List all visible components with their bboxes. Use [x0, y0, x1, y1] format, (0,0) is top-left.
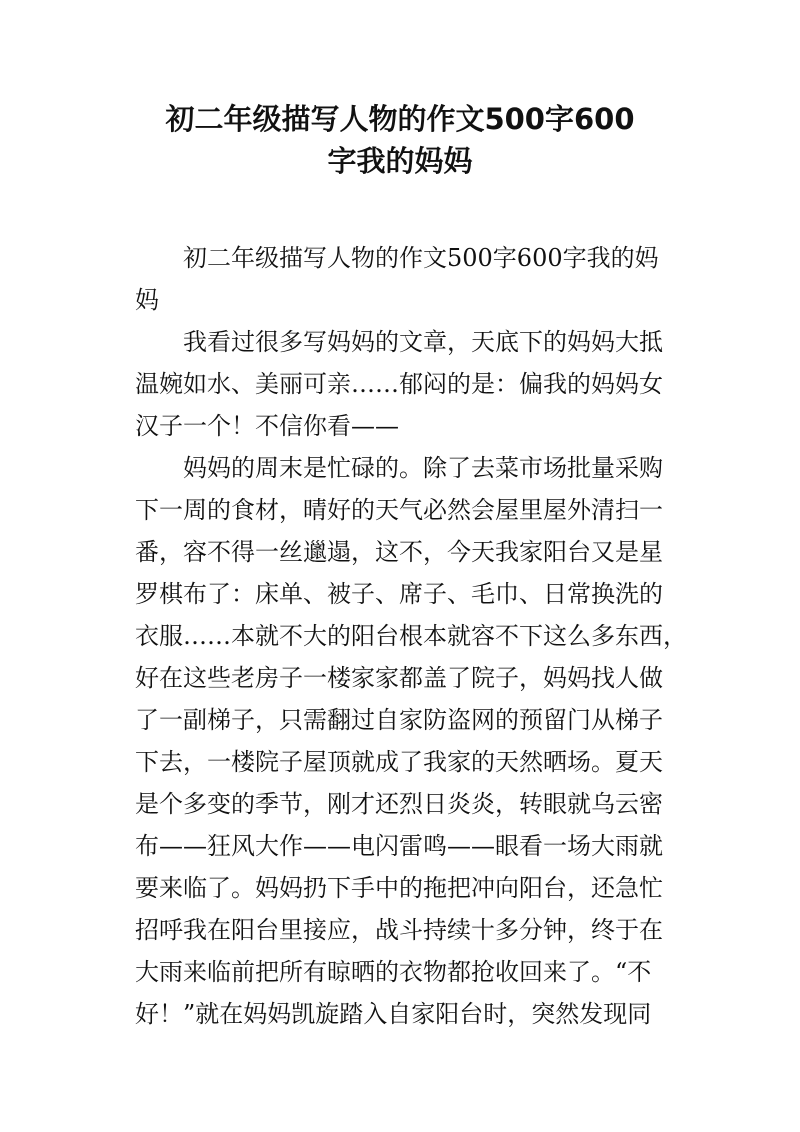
- text-line: 初二年级描写人物的作文500字600字我的妈: [183, 244, 659, 272]
- text-line: 要来临了。妈妈扔下手中的拖把冲向阳台，还急忙: [135, 874, 663, 902]
- text-line: 布——狂风大作——电闪雷鸣——眼看一场大雨就: [135, 832, 663, 860]
- text-line: 罗棋布了：床单、被子、席子、毛巾、日常换洗的: [135, 580, 663, 608]
- text-line: 好！”就在妈妈凯旋踏入自家阳台时，突然发现同: [135, 1000, 652, 1028]
- text-line: 番，容不得一丝邋遢，这不，今天我家阳台又是星: [135, 538, 663, 566]
- paragraph: [135, 237, 695, 321]
- paragraph: [135, 447, 695, 1035]
- text-line: 妈妈的周末是忙碌的。除了去菜市场批量采购: [183, 454, 663, 482]
- text-line: 我看过很多写妈妈的文章，天底下的妈妈大抵: [183, 328, 663, 356]
- text-line: 妈: [135, 286, 159, 314]
- text-line: 下去，一楼院子屋顶就成了我家的天然晒场。夏天: [135, 748, 663, 776]
- text-line: 衣服……本就不大的阳台根本就容不下这么多东西，: [135, 622, 687, 650]
- text-line: 温婉如水、美丽可亲……郁闷的是：偏我的妈妈女: [135, 370, 663, 398]
- text-line: 好在这些老房子一楼家家都盖了院子，妈妈找人做: [135, 664, 663, 692]
- document-body: [135, 237, 695, 1035]
- text-line: 汉子一个！不信你看——: [135, 412, 399, 440]
- text-line: 大雨来临前把所有晾晒的衣物都抢收回来了。“不: [135, 958, 652, 986]
- text-line: 下一周的食材，晴好的天气必然会屋里屋外清扫一: [135, 496, 663, 524]
- document-title: [0, 98, 800, 182]
- text-line: 了一副梯子，只需翻过自家防盗网的预留门从梯子: [135, 706, 663, 734]
- text-line: 是个多变的季节，刚才还烈日炎炎，转眼就乌云密: [135, 790, 663, 818]
- title-line: 字我的妈妈: [327, 144, 473, 178]
- title-line: 初二年级描写人物的作文500字600: [165, 102, 635, 136]
- text-line: 招呼我在阳台里接应，战斗持续十多分钟，终于在: [135, 916, 663, 944]
- paragraph: [135, 321, 695, 447]
